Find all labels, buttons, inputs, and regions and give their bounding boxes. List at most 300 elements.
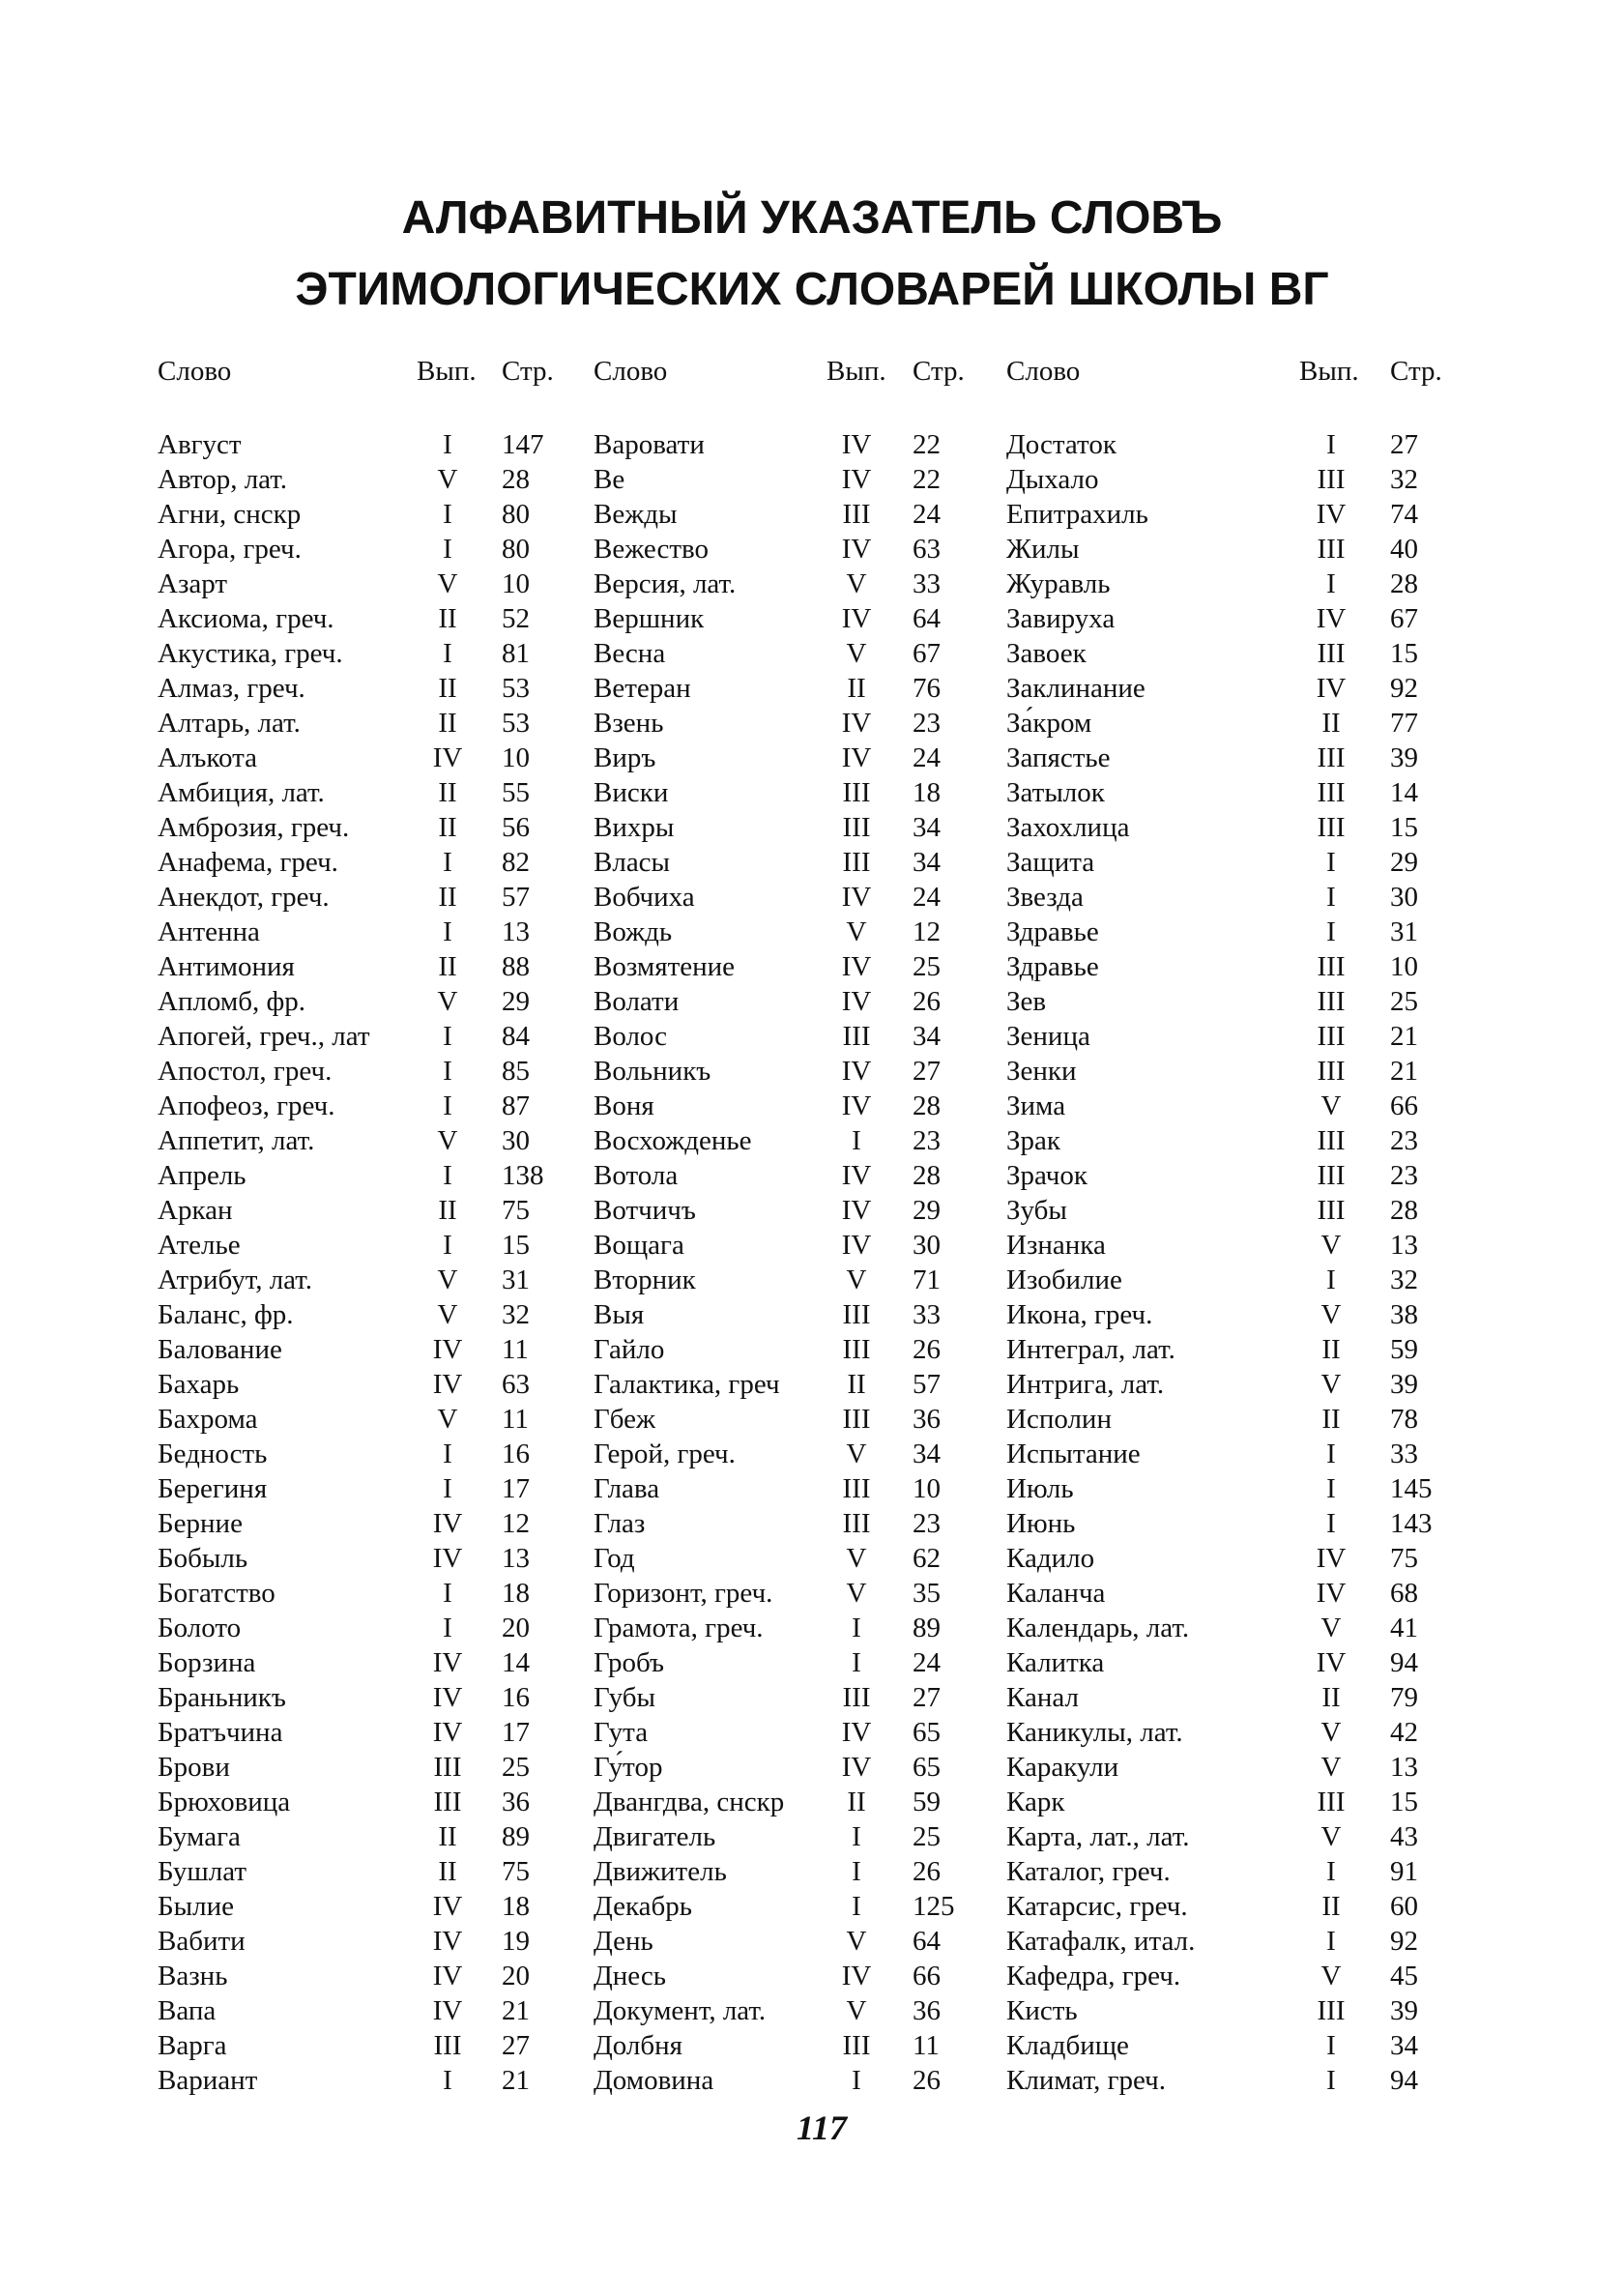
entry-issue: III: [1317, 1125, 1346, 1156]
entry-word: Зрак: [1006, 1125, 1060, 1156]
entry-page: 28: [1390, 1195, 1418, 1226]
entry-word: Дыхало: [1006, 464, 1099, 495]
entry-issue: IV: [1316, 673, 1347, 704]
entry-word: Богатство: [158, 1578, 276, 1609]
entry-word: Виръ: [594, 742, 656, 773]
entry-word: Звезда: [1006, 882, 1084, 913]
entry-page: 13: [502, 916, 530, 947]
entry-issue: III: [842, 1508, 871, 1539]
entry-word: Зев: [1006, 986, 1047, 1017]
entry-word: Бахарь: [158, 1369, 240, 1400]
entry-word: Зенки: [1006, 1056, 1077, 1087]
entry-page: 62: [913, 1543, 941, 1574]
entry-page: 15: [502, 1230, 530, 1261]
entry-issue: II: [438, 1195, 457, 1226]
entry-word: Варга: [158, 2030, 227, 2061]
entry-issue: IV: [432, 1369, 463, 1400]
entry-page: 22: [913, 429, 941, 460]
entry-page: 92: [1390, 1926, 1418, 1957]
entry-issue: II: [1321, 1404, 1341, 1435]
entry-word: Азарт: [158, 568, 228, 599]
entry-page: 80: [502, 499, 530, 530]
entry-page: 25: [1390, 986, 1418, 1017]
entry-issue: IV: [1316, 499, 1347, 530]
entry-issue: III: [1317, 1195, 1346, 1226]
entry-page: 16: [502, 1439, 530, 1469]
entry-issue: I: [1326, 1473, 1336, 1504]
entry-word: Горизонт, греч.: [594, 1578, 773, 1609]
entry-issue: IV: [432, 1717, 463, 1748]
entry-issue: I: [443, 1160, 452, 1191]
entry-page: 23: [913, 1125, 941, 1156]
entry-page: 29: [913, 1195, 941, 1226]
column-header-word: Слово: [158, 356, 232, 387]
entry-issue: V: [846, 1995, 867, 2026]
entry-word: Выя: [594, 1299, 645, 1330]
entry-word: Алмаз, греч.: [158, 673, 305, 704]
entry-issue: I: [443, 1578, 452, 1609]
entry-word: Зубы: [1006, 1195, 1067, 1226]
entry-page: 29: [502, 986, 530, 1017]
entry-word: Здравье: [1006, 916, 1099, 947]
entry-word: Долбня: [594, 2030, 682, 2061]
entry-issue: V: [437, 1125, 458, 1156]
entry-word: Канал: [1006, 1682, 1079, 1713]
entry-page: 13: [1390, 1752, 1418, 1783]
entry-issue: II: [438, 603, 457, 634]
entry-word: Вазнь: [158, 1961, 228, 1991]
entry-issue: I: [1326, 429, 1336, 460]
entry-issue: IV: [432, 1647, 463, 1678]
entry-issue: I: [443, 429, 452, 460]
entry-page: 21: [502, 2065, 530, 2096]
entry-page: 23: [913, 1508, 941, 1539]
entry-issue: I: [852, 1891, 861, 1922]
entry-page: 94: [1390, 1647, 1418, 1678]
entry-word: Автор, лат.: [158, 464, 288, 495]
entry-word: Завируха: [1006, 603, 1116, 634]
entry-word: Интеграл, лат.: [1006, 1334, 1175, 1365]
entry-page: 63: [502, 1369, 530, 1400]
entry-word: Апломб, фр.: [158, 986, 306, 1017]
entry-issue: IV: [432, 1891, 463, 1922]
entry-word: Жилы: [1006, 534, 1080, 565]
entry-page: 26: [913, 986, 941, 1017]
entry-word: Движитель: [594, 1856, 727, 1887]
entry-issue: IV: [432, 742, 463, 773]
entry-page: 34: [913, 1021, 941, 1052]
entry-word: Бедность: [158, 1439, 268, 1469]
entry-word: Герой, греч.: [594, 1439, 736, 1469]
entry-issue: II: [847, 1369, 866, 1400]
entry-word: Антенна: [158, 916, 260, 947]
entry-word: Вершник: [594, 603, 705, 634]
entry-page: 40: [1390, 534, 1418, 565]
entry-page: 77: [1390, 708, 1418, 739]
entry-issue: II: [847, 1787, 866, 1817]
entry-word: Защита: [1006, 847, 1095, 878]
entry-word: Зеница: [1006, 1021, 1090, 1052]
entry-word: Здравье: [1006, 951, 1099, 982]
entry-word: Аркан: [158, 1195, 233, 1226]
entry-issue: IV: [841, 986, 872, 1017]
entry-page: 52: [502, 603, 530, 634]
entry-page: 13: [1390, 1230, 1418, 1261]
entry-word: Декабрь: [594, 1891, 693, 1922]
entry-page: 87: [502, 1090, 530, 1121]
entry-word: Вобчиха: [594, 882, 695, 913]
entry-issue: II: [847, 673, 866, 704]
entry-page: 39: [1390, 1369, 1418, 1400]
entry-page: 11: [502, 1334, 529, 1365]
entry-page: 12: [913, 916, 941, 947]
entry-issue: III: [842, 847, 871, 878]
entry-word: Былие: [158, 1891, 234, 1922]
entry-issue: III: [1317, 464, 1346, 495]
entry-issue: II: [438, 708, 457, 739]
entry-page: 15: [1390, 812, 1418, 843]
entry-page: 10: [1390, 951, 1418, 982]
entry-page: 10: [502, 742, 530, 773]
entry-page: 38: [1390, 1299, 1418, 1330]
entry-word: Двангдва, снскр: [594, 1787, 785, 1817]
entry-page: 28: [913, 1160, 941, 1191]
entry-word: Браньникъ: [158, 1682, 286, 1713]
entry-word: Катафалк, итал.: [1006, 1926, 1196, 1957]
entry-page: 26: [913, 2065, 941, 2096]
entry-page: 59: [1390, 1334, 1418, 1365]
entry-page: 80: [502, 534, 530, 565]
entry-word: Ве: [594, 464, 625, 495]
entry-issue: I: [443, 534, 452, 565]
entry-page: 66: [1390, 1090, 1418, 1121]
entry-issue: III: [1317, 1056, 1346, 1087]
entry-page: 75: [502, 1195, 530, 1226]
entry-page: 67: [913, 638, 941, 669]
entry-issue: I: [443, 1056, 452, 1087]
entry-word: Испытание: [1006, 1439, 1141, 1469]
entry-page: 89: [913, 1613, 941, 1643]
entry-issue: V: [437, 1264, 458, 1295]
entry-issue: III: [842, 812, 871, 843]
entry-page: 26: [913, 1856, 941, 1887]
entry-page: 28: [913, 1090, 941, 1121]
entry-word: Воня: [594, 1090, 654, 1121]
entry-word: Акустика, греч.: [158, 638, 343, 669]
entry-word: Журавль: [1006, 568, 1111, 599]
entry-issue: IV: [1316, 603, 1347, 634]
entry-word: День: [594, 1926, 653, 1957]
entry-page: 32: [1390, 1264, 1418, 1295]
entry-issue: I: [443, 2065, 452, 2096]
entry-page: 17: [502, 1717, 530, 1748]
entry-issue: I: [443, 499, 452, 530]
entry-page: 78: [1390, 1404, 1418, 1435]
entry-issue: IV: [841, 1160, 872, 1191]
entry-page: 75: [502, 1856, 530, 1887]
entry-word: Варовати: [594, 429, 705, 460]
entry-word: Икона, греч.: [1006, 1299, 1153, 1330]
entry-word: Бушлат: [158, 1856, 247, 1887]
entry-issue: V: [1320, 1613, 1342, 1643]
entry-page: 23: [1390, 1125, 1418, 1156]
entry-page: 27: [1390, 429, 1418, 460]
entry-word: Агора, греч.: [158, 534, 302, 565]
entry-page: 10: [913, 1473, 941, 1504]
entry-page: 67: [1390, 603, 1418, 634]
entry-word: Вежество: [594, 534, 710, 565]
entry-issue: I: [1326, 847, 1336, 878]
entry-issue: I: [852, 2065, 861, 2096]
entry-page: 85: [502, 1056, 530, 1087]
entry-word: Болото: [158, 1613, 242, 1643]
entry-word: Балование: [158, 1334, 282, 1365]
entry-page: 36: [502, 1787, 530, 1817]
entry-word: Брюховица: [158, 1787, 291, 1817]
entry-issue: V: [437, 1404, 458, 1435]
entry-word: Берегиня: [158, 1473, 268, 1504]
entry-page: 42: [1390, 1717, 1418, 1748]
entry-page: 12: [502, 1508, 530, 1539]
entry-word: Аксиома, греч.: [158, 603, 334, 634]
entry-page: 25: [913, 951, 941, 982]
entry-issue: I: [443, 638, 452, 669]
entry-page: 91: [1390, 1856, 1418, 1887]
entry-word: Ветеран: [594, 673, 691, 704]
entry-page: 64: [913, 603, 941, 634]
entry-page: 20: [502, 1961, 530, 1991]
entry-word: Изнанка: [1006, 1230, 1106, 1261]
column-header-issue: Вып.: [417, 356, 477, 387]
entry-issue: I: [443, 847, 452, 878]
page-title-line-2: ЭТИМОЛОГИЧЕСКИХ СЛОВАРЕЙ ШКОЛЫ ВГ: [295, 264, 1329, 315]
entry-issue: II: [438, 777, 457, 808]
entry-word: Анекдот, греч.: [158, 882, 330, 913]
entry-page: 29: [1390, 847, 1418, 878]
entry-page: 24: [913, 499, 941, 530]
entry-issue: IV: [841, 1195, 872, 1226]
entry-word: Гайло: [594, 1334, 665, 1365]
entry-page: 66: [913, 1961, 941, 1991]
entry-page: 36: [913, 1404, 941, 1435]
entry-word: Вощага: [594, 1230, 684, 1261]
entry-page: 28: [502, 464, 530, 495]
entry-issue: V: [846, 1926, 867, 1957]
entry-issue: III: [842, 1334, 871, 1365]
entry-page: 55: [502, 777, 530, 808]
column-header-page: Стр.: [913, 356, 965, 387]
entry-issue: IV: [1316, 1543, 1347, 1574]
entry-word: Галактика, греч: [594, 1369, 780, 1400]
entry-page: 79: [1390, 1682, 1418, 1713]
entry-issue: IV: [841, 429, 872, 460]
entry-issue: III: [1317, 812, 1346, 843]
entry-issue: IV: [841, 1961, 872, 1991]
column-header-issue: Вып.: [826, 356, 886, 387]
entry-word: Вотола: [594, 1160, 679, 1191]
entry-issue: III: [1317, 1787, 1346, 1817]
entry-word: Гробъ: [594, 1647, 664, 1678]
column-header-page: Стр.: [502, 356, 554, 387]
entry-issue: V: [1320, 1961, 1342, 1991]
entry-word: Зима: [1006, 1090, 1066, 1121]
entry-page: 24: [913, 1647, 941, 1678]
entry-word: Зрачок: [1006, 1160, 1088, 1191]
entry-word: Бобыль: [158, 1543, 248, 1574]
entry-word: Бумага: [158, 1821, 241, 1852]
entry-page: 76: [913, 673, 941, 704]
entry-page: 53: [502, 673, 530, 704]
entry-issue: II: [438, 1821, 457, 1852]
entry-word: Август: [158, 429, 242, 460]
entry-page: 11: [502, 1404, 529, 1435]
entry-issue: I: [1326, 1926, 1336, 1957]
entry-page: 15: [1390, 1787, 1418, 1817]
entry-word: Версия, лат.: [594, 568, 737, 599]
entry-issue: IV: [432, 1508, 463, 1539]
entry-word: Братъчина: [158, 1717, 283, 1748]
entry-page: 56: [502, 812, 530, 843]
entry-issue: V: [846, 916, 867, 947]
entry-page: 27: [913, 1056, 941, 1087]
entry-issue: I: [852, 1856, 861, 1887]
entry-page: 125: [913, 1891, 955, 1922]
entry-page: 34: [913, 812, 941, 843]
entry-issue: V: [846, 1543, 867, 1574]
entry-word: Достаток: [1006, 429, 1116, 460]
entry-word: Карк: [1006, 1787, 1065, 1817]
entry-issue: IV: [432, 1926, 463, 1957]
entry-word: Кафедра, греч.: [1006, 1961, 1181, 1991]
entry-issue: IV: [841, 1717, 872, 1748]
entry-issue: I: [443, 1230, 452, 1261]
entry-word: Агни, снскр: [158, 499, 302, 530]
entry-issue: I: [1326, 2030, 1336, 2061]
entry-word: Анафема, греч.: [158, 847, 338, 878]
entry-page: 74: [1390, 499, 1418, 530]
entry-page: 39: [1390, 742, 1418, 773]
entry-word: Глаз: [594, 1508, 646, 1539]
entry-word: Волос: [594, 1021, 668, 1052]
entry-page: 82: [502, 847, 530, 878]
entry-issue: IV: [432, 1995, 463, 2026]
entry-word: Взень: [594, 708, 664, 739]
entry-page: 30: [1390, 882, 1418, 913]
entry-page: 45: [1390, 1961, 1418, 1991]
entry-issue: II: [1321, 1682, 1341, 1713]
entry-page: 21: [1390, 1056, 1418, 1087]
entry-word: Апостол, греч.: [158, 1056, 333, 1087]
entry-issue: IV: [841, 1230, 872, 1261]
entry-issue: II: [1321, 708, 1341, 739]
entry-issue: III: [1317, 777, 1346, 808]
entry-page: 24: [913, 742, 941, 773]
entry-word: Аппетит, лат.: [158, 1125, 315, 1156]
entry-issue: IV: [841, 1056, 872, 1087]
entry-issue: IV: [841, 464, 872, 495]
entry-issue: III: [842, 1404, 871, 1435]
entry-word: Кадило: [1006, 1543, 1095, 1574]
entry-page: 20: [502, 1613, 530, 1643]
entry-issue: V: [846, 1578, 867, 1609]
column-header-issue: Вып.: [1299, 356, 1359, 387]
entry-issue: I: [443, 1613, 452, 1643]
entry-word: Запястье: [1006, 742, 1111, 773]
entry-page: 43: [1390, 1821, 1418, 1852]
entry-page: 30: [913, 1230, 941, 1261]
entry-page: 32: [502, 1299, 530, 1330]
entry-issue: V: [846, 568, 867, 599]
entry-word: Борзина: [158, 1647, 256, 1678]
page-number: 117: [796, 2108, 847, 2147]
entry-page: 25: [502, 1752, 530, 1783]
entry-word: Климат, греч.: [1006, 2065, 1166, 2096]
entry-word: Завоек: [1006, 638, 1087, 669]
entry-issue: III: [842, 499, 871, 530]
entry-page: 32: [1390, 464, 1418, 495]
entry-page: 92: [1390, 673, 1418, 704]
entry-word: Изобилие: [1006, 1264, 1122, 1295]
entry-word: Каталог, греч.: [1006, 1856, 1171, 1887]
entry-issue: V: [1320, 1299, 1342, 1330]
entry-word: Баланс, фр.: [158, 1299, 294, 1330]
entry-issue: III: [1317, 1021, 1346, 1052]
entry-issue: II: [1321, 1334, 1341, 1365]
entry-issue: V: [846, 1264, 867, 1295]
column-header-word: Слово: [594, 356, 668, 387]
entry-page: 65: [913, 1752, 941, 1783]
entry-word: Виски: [594, 777, 669, 808]
entry-issue: III: [1317, 534, 1346, 565]
entry-word: Алтарь, лат.: [158, 708, 301, 739]
entry-issue: I: [1326, 1264, 1336, 1295]
entry-word: Июнь: [1006, 1508, 1076, 1539]
entry-page: 89: [502, 1821, 530, 1852]
entry-word: Восхожденье: [594, 1125, 752, 1156]
entry-word: Грамота, греч.: [594, 1613, 764, 1643]
entry-word: Июль: [1006, 1473, 1074, 1504]
entry-page: 143: [1390, 1508, 1433, 1539]
entry-page: 13: [502, 1543, 530, 1574]
entry-word: Вторник: [594, 1264, 696, 1295]
entry-word: Глава: [594, 1473, 660, 1504]
entry-issue: I: [443, 1090, 452, 1121]
entry-page: 11: [913, 2030, 940, 2061]
entry-word: Амбиция, лат.: [158, 777, 325, 808]
entry-word: Днесь: [594, 1961, 666, 1991]
entry-page: 18: [502, 1891, 530, 1922]
entry-page: 84: [502, 1021, 530, 1052]
column-header-word: Слово: [1006, 356, 1081, 387]
entry-page: 21: [502, 1995, 530, 2026]
entry-word: Гбеж: [594, 1404, 656, 1435]
entry-issue: IV: [841, 882, 872, 913]
entry-page: 34: [913, 1439, 941, 1469]
entry-word: Календарь, лат.: [1006, 1613, 1190, 1643]
entry-page: 94: [1390, 2065, 1418, 2096]
entry-issue: II: [438, 882, 457, 913]
entry-page: 57: [913, 1369, 941, 1400]
entry-issue: IV: [841, 1752, 872, 1783]
entry-issue: III: [1317, 1160, 1346, 1191]
entry-issue: V: [437, 1299, 458, 1330]
entry-word: Волати: [594, 986, 680, 1017]
entry-issue: V: [1320, 1369, 1342, 1400]
entry-word: Вольникъ: [594, 1056, 711, 1087]
entry-page: 24: [913, 882, 941, 913]
entry-page: 14: [1390, 777, 1418, 808]
entry-issue: III: [842, 777, 871, 808]
